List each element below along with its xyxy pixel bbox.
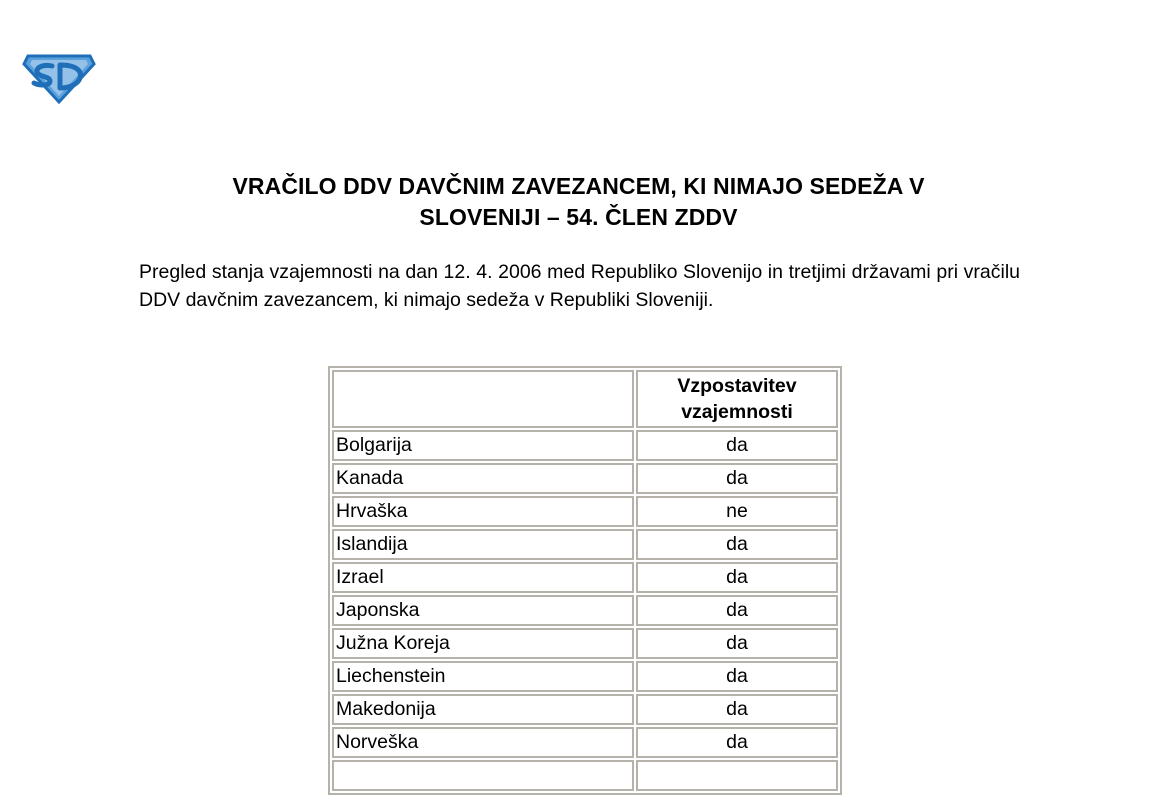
reciprocity-cell (636, 760, 838, 791)
table-row (332, 694, 838, 725)
header-reciprocity-cell (636, 370, 838, 428)
country-cell: Liechenstein (332, 661, 634, 692)
header-line-2: vzajemnosti (681, 401, 793, 423)
country-cell (332, 760, 634, 791)
country-cell: Izrael (332, 562, 634, 593)
reciprocity-table (328, 366, 842, 795)
country-cell: Makedonija (332, 694, 634, 725)
reciprocity-cell: da (636, 562, 838, 593)
country-cell: Japonska (332, 595, 634, 626)
table-row (332, 628, 838, 659)
reciprocity-cell: da (636, 529, 838, 560)
table-row (332, 529, 838, 560)
reciprocity-cell: da (636, 661, 838, 692)
sd-shield-logo-icon (22, 50, 96, 104)
document-title (0, 171, 1157, 233)
reciprocity-cell: ne (636, 496, 838, 527)
reciprocity-cell: da (636, 595, 838, 626)
country-cell: Islandija (332, 529, 634, 560)
reciprocity-cell: da (636, 727, 838, 758)
table-header-row (332, 370, 838, 428)
document-title-line-2: SLOVENIJI – 54. ČLEN ZDDV (419, 204, 738, 230)
reciprocity-cell: da (636, 628, 838, 659)
table-row (332, 562, 838, 593)
country-cell: Južna Koreja (332, 628, 634, 659)
country-cell: Bolgarija (332, 430, 634, 461)
header-line-1: Vzpostavitev (677, 375, 797, 397)
reciprocity-cell: da (636, 463, 838, 494)
document-title-line-1: VRAČILO DDV DAVČNIM ZAVEZANCEM, KI NIMAJO SEDEŽA V (232, 173, 925, 199)
table-row (332, 760, 838, 791)
reciprocity-cell: da (636, 694, 838, 725)
table-row (332, 595, 838, 626)
country-cell: Kanada (332, 463, 634, 494)
reciprocity-cell: da (636, 430, 838, 461)
table-row (332, 496, 838, 527)
country-cell: Norveška (332, 727, 634, 758)
table-row (332, 661, 838, 692)
table-row (332, 463, 838, 494)
country-cell: Hrvaška (332, 496, 634, 527)
table-row (332, 430, 838, 461)
header-blank-cell (332, 370, 634, 428)
intro-paragraph: Pregled stanja vzajemnosti na dan 12. 4. 2006 med Republiko Slovenijo in tretjimi državami pri vračilu DDV davčnim zavezancem, ki nimajo sedeža v Republiki Sloveniji. (139, 261, 1020, 311)
